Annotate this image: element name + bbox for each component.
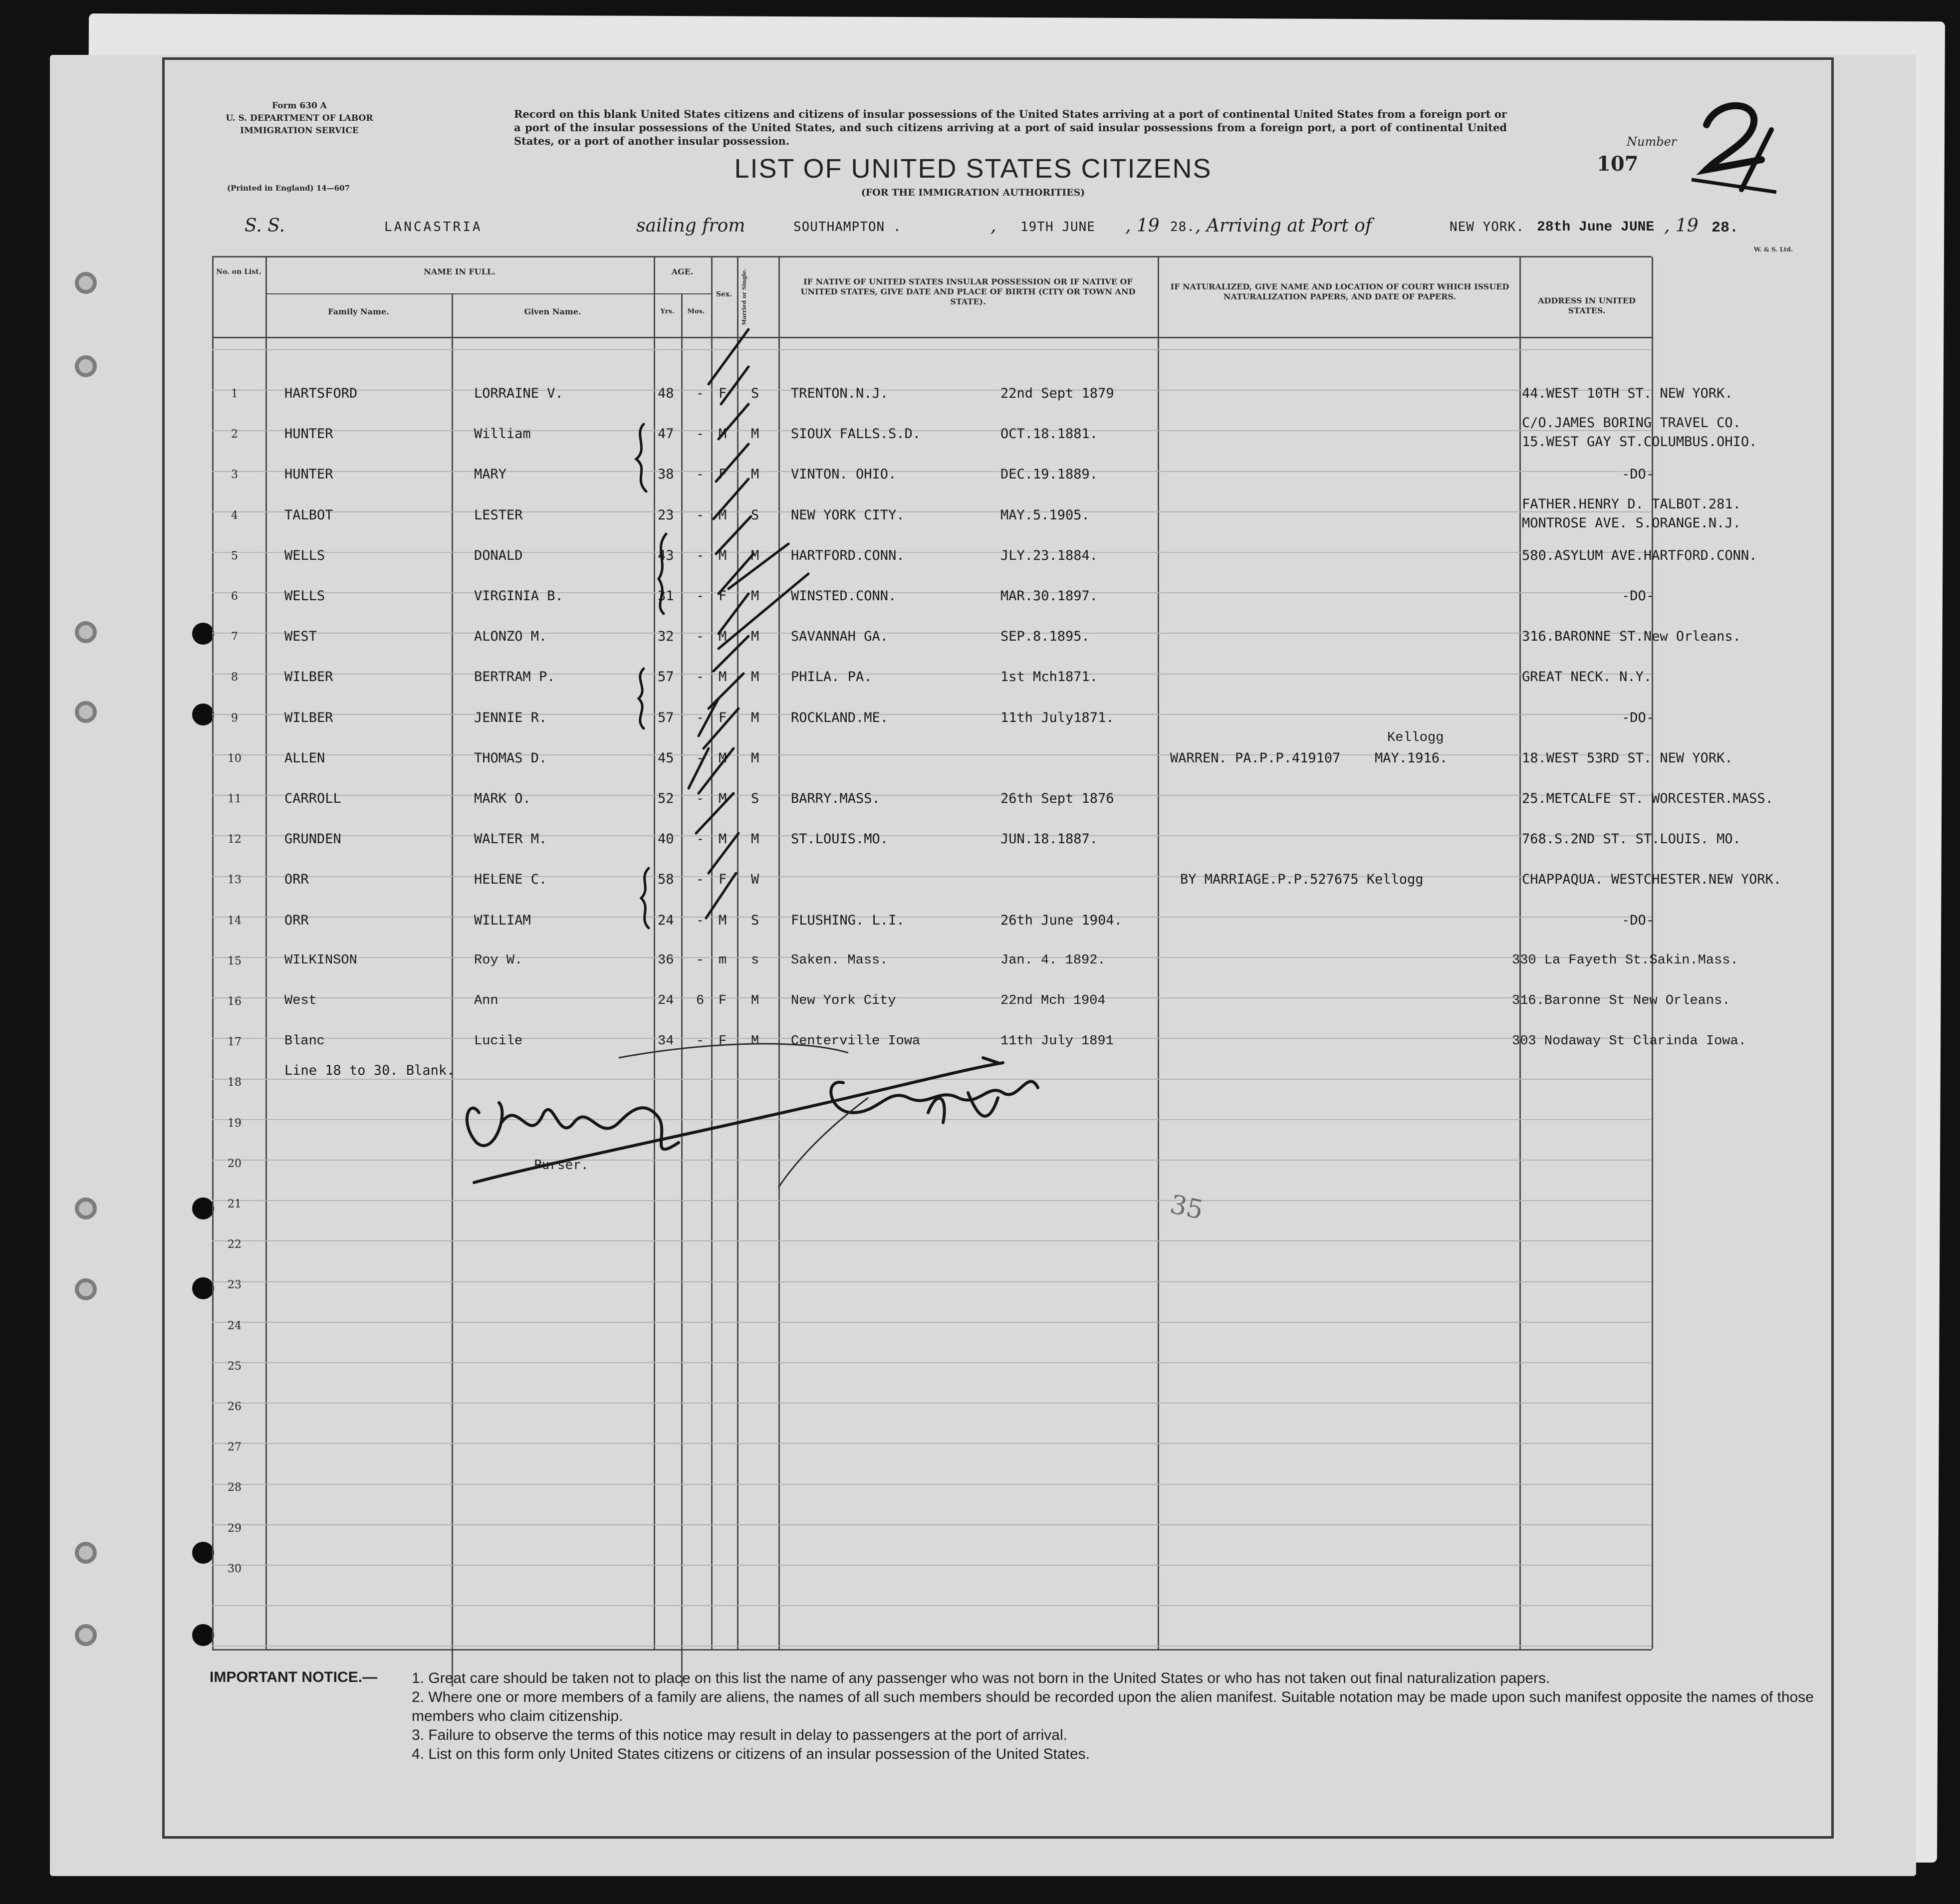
sex: F — [719, 993, 727, 1008]
sex: M — [719, 750, 727, 766]
row-number: 23 — [228, 1279, 242, 1292]
arrival-date: 28th June JUNE — [1537, 220, 1655, 235]
marital-status: M — [751, 669, 759, 685]
address: 44.WEST 10TH ST. NEW YORK. — [1522, 386, 1733, 401]
birth-place: ST.LOUIS.MO. — [791, 831, 889, 847]
sex: M — [719, 912, 727, 928]
col-mos: Mos. — [687, 308, 705, 315]
row-number: 17 — [228, 1036, 242, 1049]
birth-date: DEC.19.1889. — [1000, 467, 1098, 482]
number-label: Number — [1627, 135, 1677, 149]
given-name: WALTER M. — [474, 831, 547, 847]
row-number: 9 — [231, 712, 238, 724]
given-name: DONALD — [474, 547, 523, 563]
age-months: - — [696, 629, 705, 645]
family-name: WILBER — [284, 669, 333, 685]
row-number: 21 — [228, 1198, 242, 1210]
birth-date: 1st Mch1871. — [1000, 669, 1098, 685]
sex: F — [719, 1034, 727, 1049]
address: 25.METCALFE ST. WORCESTER.MASS. — [1522, 791, 1773, 806]
birth-date: OCT.18.1881. — [1000, 426, 1098, 442]
departure-date: 19TH JUNE — [1020, 220, 1095, 235]
form-instruction: Record on this blank United States citizens and citizens of insular possessions of the United States arriving at a port of continental United States from a foreign port or a port of the insular possessions of the United States, and such citizens arriving at a port of said insular possessions from a foreign port, a port of continental United States, or a port of another insular possession. — [514, 108, 1507, 147]
row-number: 14 — [228, 914, 242, 927]
age-months: - — [696, 710, 705, 725]
sex: M — [719, 629, 727, 645]
age-months: - — [696, 507, 705, 523]
family-name: HUNTER — [284, 426, 333, 442]
age-years: 38 — [658, 467, 674, 482]
family-name: WILBER — [284, 710, 333, 725]
col-no-on-list: No. on List. — [216, 268, 261, 276]
age-years: 23 — [658, 507, 674, 523]
marital-status: M — [751, 1034, 759, 1049]
row-number: 7 — [231, 631, 238, 644]
birth-place: FLUSHING. L.I. — [791, 912, 905, 928]
marital-status: M — [751, 710, 759, 725]
naturalization: WARREN. PA.P.P.419107 — [1170, 750, 1341, 766]
sex: F — [719, 588, 727, 604]
marital-status: M — [751, 467, 759, 482]
printer-mark: W. & S. Ltd. — [1754, 246, 1793, 253]
age-months: - — [696, 467, 705, 482]
marital-status: M — [751, 831, 759, 847]
birth-place: SIOUX FALLS.S.D. — [791, 426, 921, 442]
row-number: 24 — [228, 1319, 242, 1332]
address: C/O.JAMES BORING TRAVEL CO. — [1522, 415, 1741, 431]
age-years: 31 — [658, 588, 674, 604]
age-years: 58 — [658, 872, 674, 888]
row-number: 3 — [231, 469, 238, 481]
address: -DO- — [1622, 467, 1655, 482]
age-years: 57 — [658, 710, 674, 725]
row-number: 20 — [228, 1157, 242, 1170]
marital-status: s — [751, 952, 759, 968]
row-number: 25 — [228, 1360, 242, 1373]
sex: M — [719, 507, 727, 523]
year-prefix-2: , 19 — [1664, 216, 1699, 236]
given-name: WILLIAM — [474, 912, 531, 928]
given-name: THOMAS D. — [474, 750, 547, 766]
marital-status: M — [751, 426, 759, 442]
col-married-single: Married or Single. — [741, 268, 747, 325]
birth-date: Jan. 4. 1892. — [1000, 952, 1106, 968]
age-months: - — [696, 669, 705, 685]
row-number: 28 — [228, 1481, 242, 1494]
sex: M — [719, 426, 727, 442]
birth-place: HARTFORD.CONN. — [791, 547, 905, 563]
given-name: William — [474, 426, 531, 442]
col-name-in-full: NAME IN FULL. — [424, 267, 495, 276]
purser-label: Purser. — [534, 1158, 589, 1173]
address: 768.S.2ND ST. ST.LOUIS. MO. — [1522, 831, 1741, 847]
age-years: 47 — [658, 426, 674, 442]
col-birth: IF NATIVE OF UNITED STATES INSULAR POSSESSION OR IF NATIVE OF UNITED STATES, GIVE DATE AND PLACE OF BIRTH (CITY OR TOWN AND STATE). — [800, 277, 1136, 306]
sex: F — [719, 467, 727, 482]
sep1: , — [990, 216, 996, 236]
naturalization-note: Kellogg — [1387, 730, 1444, 745]
age-months: - — [696, 750, 705, 766]
ss-label: S. S. — [245, 216, 285, 236]
address: 316.Baronne St New Orleans. — [1512, 993, 1730, 1008]
notice-item-1: 1. Great care should be taken not to place on this list the name of any passenger who was not born in the United States or who has not taken out final naturalization papers. — [412, 1670, 1550, 1686]
address: -DO- — [1622, 912, 1655, 928]
age-months: - — [696, 912, 705, 928]
given-name: JENNIE R. — [474, 710, 547, 725]
row-number: 29 — [228, 1522, 242, 1535]
col-address: ADDRESS IN UNITED STATES. — [1538, 296, 1636, 315]
birth-date: 11th July 1891 — [1000, 1034, 1114, 1049]
birth-place: TRENTON.N.J. — [791, 386, 889, 401]
sex: F — [719, 710, 727, 725]
age-months: - — [696, 831, 705, 847]
row-number: 30 — [228, 1562, 242, 1575]
row-number: 11 — [228, 793, 242, 805]
row-number: 22 — [228, 1238, 242, 1251]
page-number: 107 — [1597, 152, 1639, 176]
departure-year: 28. — [1170, 220, 1195, 235]
col-family-name: Family Name. — [328, 307, 389, 316]
page-subtitle: (FOR THE IMMIGRATION AUTHORITIES) — [861, 187, 1085, 198]
birth-place: SAVANNAH GA. — [791, 629, 889, 645]
marital-status: S — [751, 386, 759, 401]
marital-status: M — [751, 629, 759, 645]
sex: M — [719, 791, 727, 806]
marital-status: M — [751, 993, 759, 1008]
given-name: Lucile — [474, 1034, 523, 1049]
age-years: 43 — [658, 547, 674, 563]
notice-item-3: 3. Failure to observe the terms of this notice may result in delay to passengers at the port of arrival. — [412, 1727, 1067, 1743]
birth-place: VINTON. OHIO. — [791, 467, 897, 482]
birth-date: MAR.30.1897. — [1000, 588, 1098, 604]
age-years: 24 — [658, 993, 674, 1008]
sex: F — [719, 386, 727, 401]
family-name: ALLEN — [284, 750, 325, 766]
form-number: Form 630 A — [272, 101, 327, 111]
given-name: Roy W. — [474, 952, 523, 968]
address: 303 Nodaway St Clarinda Iowa. — [1512, 1034, 1746, 1049]
notice-item-2: 2. Where one or more members of a family are aliens, the names of all such members should be recorded upon the alien manifest. Suitable notation may be made upon such manifest opposite the names of those members who claim citizenship. — [412, 1689, 1814, 1724]
age-months: - — [696, 588, 705, 604]
given-name: VIRGINIA B. — [474, 588, 563, 604]
age-years: 36 — [658, 952, 674, 968]
from-port: SOUTHAMPTON . — [793, 220, 902, 235]
family-name: HARTSFORD — [284, 386, 358, 401]
given-name: Ann — [474, 993, 498, 1008]
arrival-port: NEW YORK. — [1450, 220, 1524, 235]
address: GREAT NECK. N.Y. — [1522, 669, 1652, 685]
family-name: ORR — [284, 872, 309, 888]
address: 330 La Fayeth St.Sakin.Mass. — [1512, 952, 1738, 968]
address: CHAPPAQUA. WESTCHESTER.NEW YORK. — [1522, 872, 1782, 888]
row-number: 5 — [231, 549, 238, 562]
naturalization: BY MARRIAGE.P.P.527675 Kellogg — [1180, 872, 1424, 888]
age-months: - — [696, 952, 705, 968]
row-number: 6 — [231, 590, 238, 603]
col-given-name: Given Name. — [524, 307, 581, 316]
address-line-2: 15.WEST GAY ST.COLUMBUS.OHIO. — [1522, 434, 1757, 450]
family-name: West — [284, 993, 317, 1008]
birth-date: JUN.18.1887. — [1000, 831, 1098, 847]
given-name: LORRAINE V. — [474, 386, 563, 401]
row-number: 18 — [228, 1076, 242, 1089]
age-years: 32 — [658, 629, 674, 645]
sex: F — [719, 872, 727, 888]
age-years: 48 — [658, 386, 674, 401]
family-name: WELLS — [284, 588, 325, 604]
age-months: - — [696, 547, 705, 563]
address: 580.ASYLUM AVE.HARTFORD.CONN. — [1522, 547, 1757, 563]
row-number: 12 — [228, 833, 242, 846]
birth-place: New York City — [791, 993, 896, 1008]
family-name: Blanc — [284, 1034, 325, 1049]
row-number: 19 — [228, 1117, 242, 1130]
notice-item-4: 4. List on this form only United States citizens or citizens of an insular possession of the United States. — [412, 1746, 1090, 1762]
marital-status: M — [751, 547, 759, 563]
marital-status: S — [751, 791, 759, 806]
sex: M — [719, 831, 727, 847]
age-years: 57 — [658, 669, 674, 685]
address: FATHER.HENRY D. TALBOT.281. — [1522, 496, 1741, 512]
age-years: 52 — [658, 791, 674, 806]
blank-lines-note: Line 18 to 30. Blank. — [284, 1063, 455, 1078]
row-number: 16 — [228, 995, 242, 1008]
address: -DO- — [1622, 588, 1655, 604]
row-number: 4 — [231, 509, 238, 522]
given-name: ALONZO M. — [474, 629, 547, 645]
birth-place: BARRY.MASS. — [791, 791, 880, 806]
service: IMMIGRATION SERVICE — [240, 126, 359, 136]
sex: M — [719, 547, 727, 563]
marital-status: S — [751, 912, 759, 928]
age-months: - — [696, 872, 705, 888]
notice-label: IMPORTANT NOTICE.— — [210, 1669, 378, 1685]
family-name: GRUNDEN — [284, 831, 341, 847]
printed-note: (Printed in England) 14—607 — [227, 184, 350, 193]
age-years: 34 — [658, 1034, 674, 1049]
sex: m — [719, 952, 727, 968]
age-months: 6 — [696, 993, 705, 1008]
family-name: TALBOT — [284, 507, 333, 523]
ship-name: LANCASTRIA — [384, 220, 483, 235]
page-title: LIST OF UNITED STATES CITIZENS — [734, 154, 1212, 184]
address: 18.WEST 53RD ST. NEW YORK. — [1522, 750, 1733, 766]
family-name: HUNTER — [284, 467, 333, 482]
row-number: 26 — [228, 1401, 242, 1413]
birth-date: 22nd Mch 1904 — [1000, 993, 1106, 1008]
row-number: 8 — [231, 671, 238, 684]
sex: M — [719, 669, 727, 685]
row-number: 15 — [228, 954, 242, 967]
row-number: 27 — [228, 1441, 242, 1454]
arrival-year: 28. — [1712, 220, 1739, 237]
given-name: MARK O. — [474, 791, 531, 806]
marital-status: M — [751, 588, 759, 604]
marital-status: M — [751, 750, 759, 766]
age-months: - — [696, 426, 705, 442]
given-name: BERTRAM P. — [474, 669, 555, 685]
birth-place: WINSTED.CONN. — [791, 588, 897, 604]
address-line-2: MONTROSE AVE. S.ORANGE.N.J. — [1522, 515, 1741, 531]
given-name: HELENE C. — [474, 872, 547, 888]
given-name: MARY — [474, 467, 507, 482]
col-age: AGE. — [671, 267, 694, 276]
row-number: 2 — [231, 428, 238, 441]
age-years: 24 — [658, 912, 674, 928]
birth-place: NEW YORK CITY. — [791, 507, 905, 523]
col-yrs: Yrs. — [660, 308, 675, 315]
naturalization-date: MAY.1916. — [1375, 750, 1448, 766]
arriving-label: , Arriving at Port of — [1195, 216, 1372, 236]
sailing-label: sailing from — [636, 216, 745, 236]
row-number: 13 — [228, 874, 242, 887]
birth-place: ROCKLAND.ME. — [791, 710, 889, 725]
pencil-mark: 35 — [1167, 1189, 1206, 1226]
marital-status: S — [751, 507, 759, 523]
address: 316.BARONNE ST.New Orleans. — [1522, 629, 1741, 645]
birth-date: 26th June 1904. — [1000, 912, 1122, 928]
marital-status: W — [751, 872, 759, 888]
year-prefix: , 19 — [1125, 216, 1160, 236]
birth-place: Saken. Mass. — [791, 952, 888, 968]
family-name: WELLS — [284, 547, 325, 563]
birth-date: 11th July1871. — [1000, 710, 1114, 725]
birth-date: JLY.23.1884. — [1000, 547, 1098, 563]
age-months: - — [696, 386, 705, 401]
age-months: - — [696, 1034, 705, 1049]
department: U. S. DEPARTMENT OF LABOR — [226, 113, 373, 123]
given-name: LESTER — [474, 507, 523, 523]
birth-date: MAY.5.1905. — [1000, 507, 1090, 523]
row-number: 10 — [228, 752, 242, 765]
family-name: CARROLL — [284, 791, 341, 806]
birth-date: 26th Sept 1876 — [1000, 791, 1114, 806]
birth-place: PHILA. PA. — [791, 669, 872, 685]
row-number: 1 — [231, 388, 238, 400]
birth-place: Centerville Iowa — [791, 1034, 921, 1049]
age-years: 40 — [658, 831, 674, 847]
address: -DO- — [1622, 710, 1655, 725]
age-years: 45 — [658, 750, 674, 766]
age-months: - — [696, 791, 705, 806]
birth-date: 22nd Sept 1879 — [1000, 386, 1114, 401]
col-sex: Sex. — [716, 290, 733, 298]
family-name: ORR — [284, 912, 309, 928]
col-naturalized: IF NATURALIZED, GIVE NAME AND LOCATION OF COURT WHICH ISSUED NATURALIZATION PAPERS, AND DATE OF PAPERS. — [1170, 282, 1509, 301]
family-name: WEST — [284, 629, 317, 645]
birth-date: SEP.8.1895. — [1000, 629, 1090, 645]
family-name: WILKINSON — [284, 952, 357, 968]
